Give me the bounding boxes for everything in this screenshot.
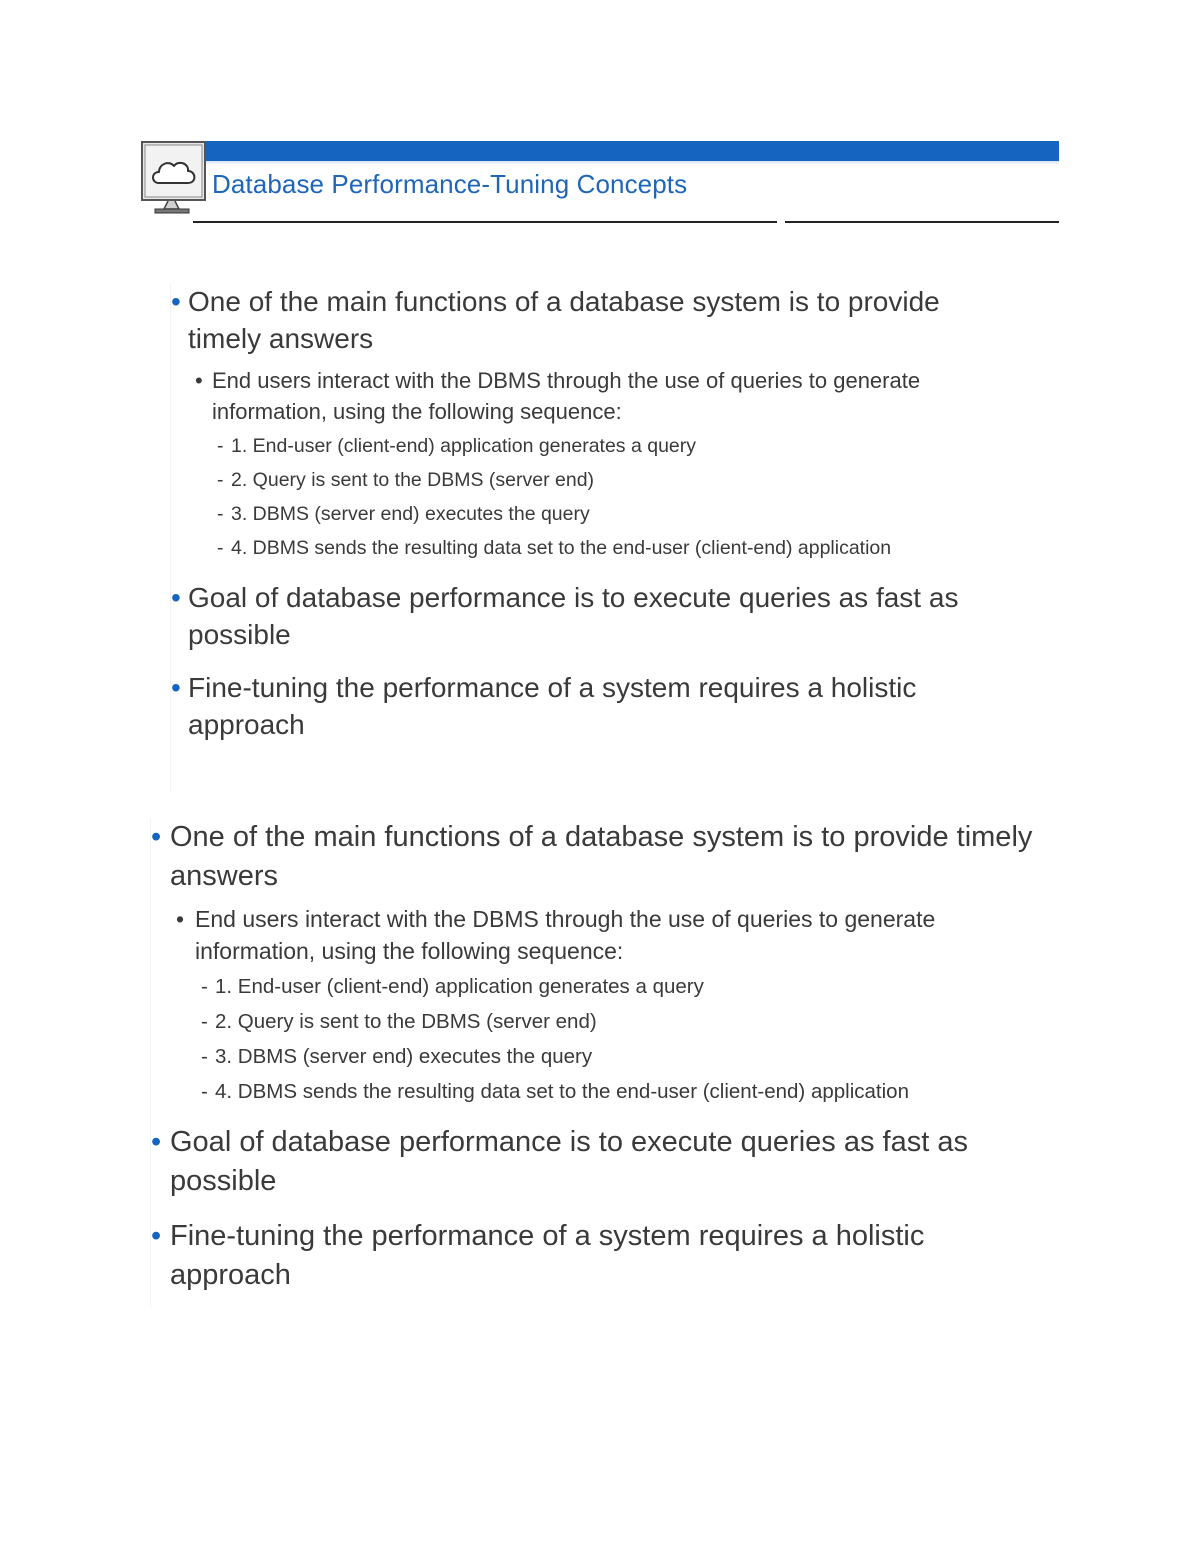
bullet-block-1 [170, 283, 1031, 793]
bullet-dot-icon: • [171, 672, 181, 703]
dash-icon: - [217, 435, 224, 457]
header-accent-bar [205, 141, 1059, 161]
bullet-text: One of the main functions of a database system is to provide timely answers [188, 286, 940, 354]
header-accent-shadow [205, 161, 1059, 165]
dash-icon: - [201, 975, 208, 998]
bullet-item [201, 1074, 1055, 1109]
bullet-text: 1. End-user (client-end) application generates a query [215, 975, 704, 998]
header-underline [193, 221, 1059, 223]
header-underline-gap [777, 220, 785, 224]
bullet-dot-icon: • [171, 286, 181, 317]
bullet-text: Goal of database performance is to execute queries as fast as possible [170, 1126, 968, 1197]
bullet-text: Fine-tuning the performance of a system requires a holistic approach [170, 1220, 925, 1291]
bullet-dot-icon: • [151, 1126, 162, 1158]
dash-icon: - [217, 537, 224, 559]
bullet-text: 4. DBMS sends the resulting data set to the end-user (client-end) application [215, 1080, 909, 1103]
cloud-monitor-icon [141, 141, 207, 217]
bullet-text: End users interact with the DBMS through the use of queries to generate information, using the following sequence: [195, 906, 936, 964]
bullet-item [217, 429, 1031, 463]
bullet-dot-icon: • [176, 906, 185, 932]
bullet-item [195, 365, 1022, 427]
bullet-item [151, 1123, 1040, 1201]
bullet-text: Fine-tuning the performance of a system requires a holistic approach [188, 672, 917, 740]
page-title: Database Performance-Tuning Concepts [212, 169, 688, 199]
bullet-text: 3. DBMS (server end) executes the query [215, 1045, 593, 1068]
bullet-item [151, 818, 1040, 896]
dash-icon: - [201, 1045, 208, 1068]
bullet-item [171, 669, 1018, 743]
bullet-item [217, 463, 1031, 497]
bullet-item [176, 903, 1045, 967]
bullet-item [217, 497, 1031, 531]
bullet-text: 1. End-user (client-end) application generates a query [231, 435, 697, 457]
bullet-text: 2. Query is sent to the DBMS (server end) [231, 469, 595, 491]
bullet-text: Goal of database performance is to execute queries as fast as possible [188, 582, 959, 650]
bullet-text: 2. Query is sent to the DBMS (server end) [215, 1010, 597, 1033]
bullet-item [201, 1039, 1055, 1074]
bullet-item [201, 1004, 1055, 1039]
bullet-item [201, 969, 1055, 1004]
bullet-text: 4. DBMS sends the resulting data set to the end-user (client-end) application [231, 537, 892, 559]
dash-icon: - [201, 1080, 208, 1103]
slide-header [141, 141, 1059, 231]
bullet-text: 3. DBMS (server end) executes the query [231, 503, 590, 525]
bullet-text: End users interact with the DBMS through the use of queries to generate information, using the following sequence: [212, 368, 921, 424]
bullet-dot-icon: • [171, 582, 181, 613]
bullet-item [151, 1217, 1040, 1295]
bullet-item [217, 531, 1031, 565]
dash-icon: - [217, 503, 224, 525]
bullet-item [171, 579, 1018, 653]
dash-icon: - [217, 469, 224, 491]
dash-icon: - [201, 1010, 208, 1033]
bullet-item [171, 283, 1018, 357]
bullet-dot-icon: • [195, 368, 203, 393]
bullet-dot-icon: • [151, 821, 162, 853]
bullet-dot-icon: • [151, 1220, 162, 1252]
bullet-text: One of the main functions of a database system is to provide timely answers [170, 821, 1033, 892]
bullet-block-2 [150, 818, 1051, 1308]
